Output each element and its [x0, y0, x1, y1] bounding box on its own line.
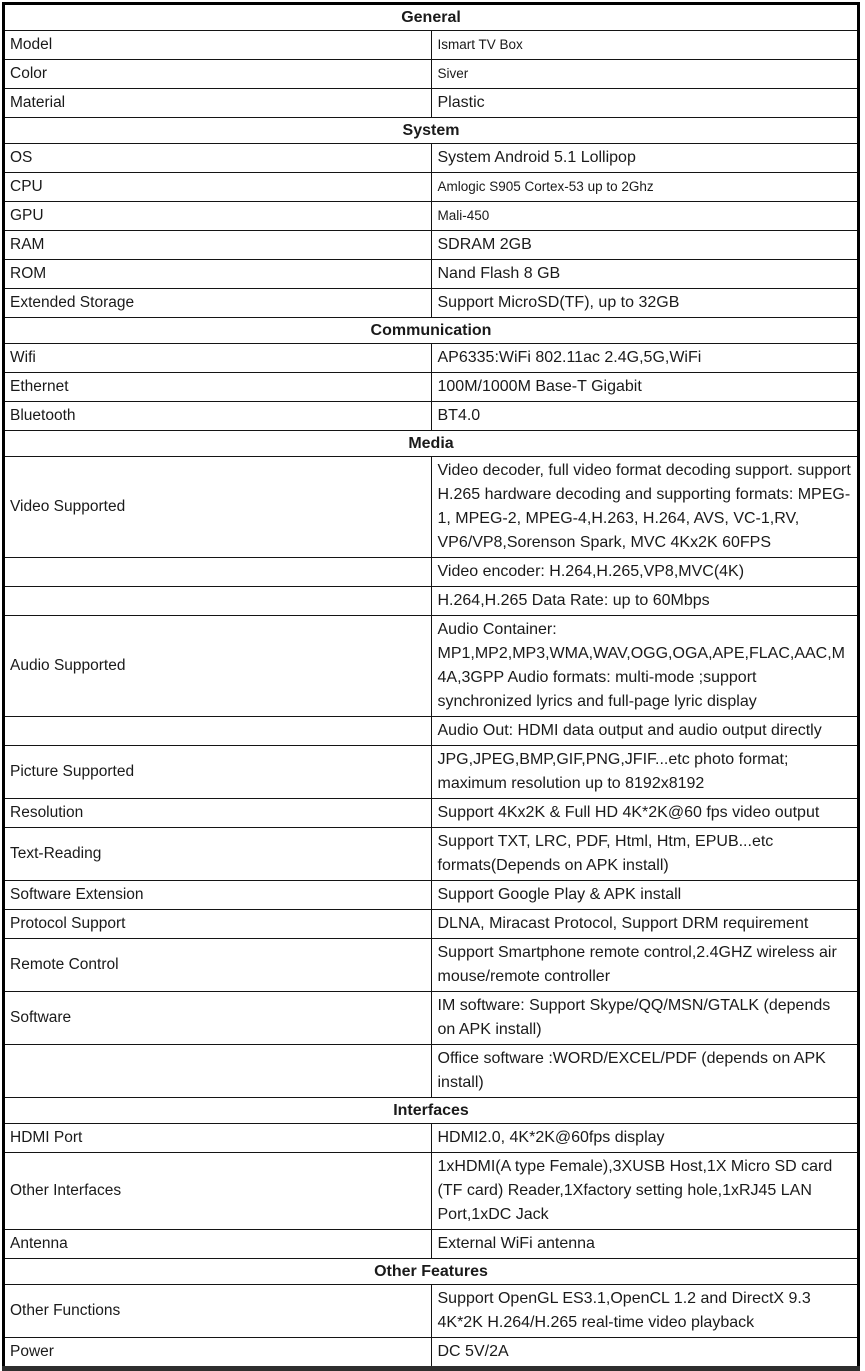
spec-label: Bluetooth [4, 402, 432, 431]
spec-row-video-supported [4, 457, 859, 558]
spec-row-ram [4, 231, 859, 260]
spec-value: BT4.0 [431, 402, 859, 431]
spec-value: Video decoder, full video format decoding support. support H.265 hardware decoding and supporting formats: MPEG-1, MPEG-2, MPEG-4,H.263, H.264, AVS, VC-1,RV, VP6/VP8,Sorenson Spark, MVC 4Kx2K 60FPS [431, 457, 859, 558]
spec-value: Audio Out: HDMI data output and audio output directly [431, 717, 859, 746]
spec-label: Antenna [4, 1230, 432, 1259]
section-title: Communication [4, 318, 859, 344]
spec-label: Model [4, 31, 432, 60]
spec-row-extended-storage [4, 289, 859, 318]
spec-row-protocol-support [4, 910, 859, 939]
spec-table-body [4, 4, 859, 1369]
section-header-row-interfaces [4, 1098, 859, 1124]
spec-row-power [4, 1338, 859, 1369]
section-header-row-general [4, 4, 859, 31]
spec-row-software-extension [4, 881, 859, 910]
spec-value: Nand Flash 8 GB [431, 260, 859, 289]
spec-value: IM software: Support Skype/QQ/MSN/GTALK (depends on APK install) [431, 992, 859, 1045]
spec-label: Other Interfaces [4, 1153, 432, 1230]
spec-label: Material [4, 89, 432, 118]
spec-value: DLNA, Miracast Protocol, Support DRM requirement [431, 910, 859, 939]
spec-row-antenna [4, 1230, 859, 1259]
spec-label: RAM [4, 231, 432, 260]
spec-row-cpu [4, 173, 859, 202]
spec-label [4, 1045, 432, 1098]
spec-value: Siver [431, 60, 859, 89]
spec-value: System Android 5.1 Lollipop [431, 144, 859, 173]
section-title: System [4, 118, 859, 144]
spec-row-bluetooth [4, 402, 859, 431]
spec-value: H.264,H.265 Data Rate: up to 60Mbps [431, 587, 859, 616]
spec-value: 100M/1000M Base-T Gigabit [431, 373, 859, 402]
spec-label: HDMI Port [4, 1124, 432, 1153]
section-title: Other Features [4, 1259, 859, 1285]
spec-value: Support Google Play & APK install [431, 881, 859, 910]
spec-label: Ethernet [4, 373, 432, 402]
spec-value: Mali-450 [431, 202, 859, 231]
spec-row-wifi [4, 344, 859, 373]
spec-label: GPU [4, 202, 432, 231]
spec-label: OS [4, 144, 432, 173]
section-title: Interfaces [4, 1098, 859, 1124]
spec-value: SDRAM 2GB [431, 231, 859, 260]
spec-value: Support Smartphone remote control,2.4GHZ wireless air mouse/remote controller [431, 939, 859, 992]
spec-value: Video encoder: H.264,H.265,VP8,MVC(4K) [431, 558, 859, 587]
spec-label: Video Supported [4, 457, 432, 558]
spec-label: Other Functions [4, 1285, 432, 1338]
spec-row-material [4, 89, 859, 118]
spec-row-resolution [4, 799, 859, 828]
section-header-row-other-features [4, 1259, 859, 1285]
section-header-row-system [4, 118, 859, 144]
spec-value: 1xHDMI(A type Female),3XUSB Host,1X Micro SD card (TF card) Reader,1Xfactory setting hole,1xRJ45 LAN Port,1xDC Jack [431, 1153, 859, 1230]
spec-label: Extended Storage [4, 289, 432, 318]
spec-value: Support OpenGL ES3.1,OpenCL 1.2 and DirectX 9.3 4K*2K H.264/H.265 real-time video playback [431, 1285, 859, 1338]
spec-row-audio-supported [4, 616, 859, 717]
spec-value: DC 5V/2A [431, 1338, 859, 1369]
spec-value: JPG,JPEG,BMP,GIF,PNG,JFIF...etc photo format; maximum resolution up to 8192x8192 [431, 746, 859, 799]
spec-label: Resolution [4, 799, 432, 828]
spec-row-text-reading [4, 828, 859, 881]
section-title: Media [4, 431, 859, 457]
spec-row-continuation [4, 558, 859, 587]
spec-table [2, 2, 860, 1371]
spec-label [4, 587, 432, 616]
spec-value: External WiFi antenna [431, 1230, 859, 1259]
spec-value: Support MicroSD(TF), up to 32GB [431, 289, 859, 318]
spec-row-rom [4, 260, 859, 289]
spec-label: Text-Reading [4, 828, 432, 881]
section-title: General [4, 4, 859, 31]
spec-label: Remote Control [4, 939, 432, 992]
spec-row-other-functions [4, 1285, 859, 1338]
spec-label: Protocol Support [4, 910, 432, 939]
spec-label: Software [4, 992, 432, 1045]
spec-value: Support 4Kx2K & Full HD 4K*2K@60 fps video output [431, 799, 859, 828]
spec-value: Ismart TV Box [431, 31, 859, 60]
spec-value: AP6335:WiFi 802.11ac 2.4G,5G,WiFi [431, 344, 859, 373]
spec-value: HDMI2.0, 4K*2K@60fps display [431, 1124, 859, 1153]
spec-label [4, 558, 432, 587]
spec-label: Color [4, 60, 432, 89]
spec-label: Audio Supported [4, 616, 432, 717]
spec-row-remote-control [4, 939, 859, 992]
spec-label: Power [4, 1338, 432, 1369]
spec-row-gpu [4, 202, 859, 231]
spec-row-continuation [4, 587, 859, 616]
spec-label: ROM [4, 260, 432, 289]
spec-value: Plastic [431, 89, 859, 118]
spec-label: Wifi [4, 344, 432, 373]
spec-row-color [4, 60, 859, 89]
spec-value: Audio Container: MP1,MP2,MP3,WMA,WAV,OGG,OGA,APE,FLAC,AAC,M4A,3GPP Audio formats: multi-mode ;support synchronized lyrics and full-page lyric display [431, 616, 859, 717]
spec-row-model [4, 31, 859, 60]
spec-label: Picture Supported [4, 746, 432, 799]
spec-label: CPU [4, 173, 432, 202]
spec-row-hdmi-port [4, 1124, 859, 1153]
spec-label: Software Extension [4, 881, 432, 910]
spec-value: Support TXT, LRC, PDF, Html, Htm, EPUB...etc formats(Depends on APK install) [431, 828, 859, 881]
spec-value: Amlogic S905 Cortex-53 up to 2Ghz [431, 173, 859, 202]
spec-row-os [4, 144, 859, 173]
spec-row-picture-supported [4, 746, 859, 799]
spec-row-continuation [4, 1045, 859, 1098]
spec-row-software [4, 992, 859, 1045]
section-header-row-communication [4, 318, 859, 344]
spec-row-continuation [4, 717, 859, 746]
section-header-row-media [4, 431, 859, 457]
spec-value: Office software :WORD/EXCEL/PDF (depends on APK install) [431, 1045, 859, 1098]
spec-label [4, 717, 432, 746]
spec-row-ethernet [4, 373, 859, 402]
